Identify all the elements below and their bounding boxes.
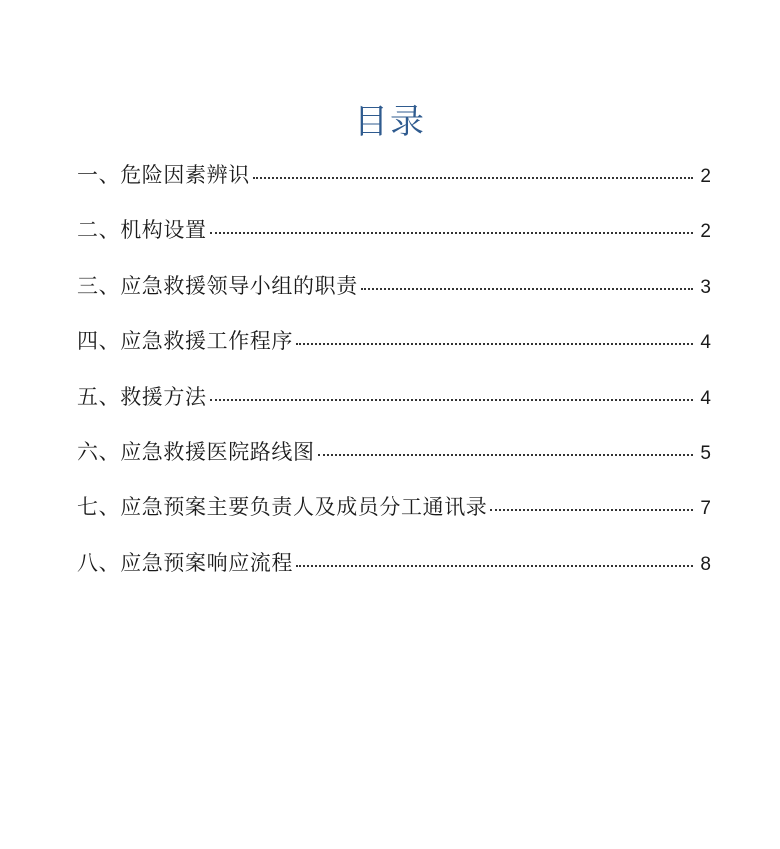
toc-entry-8[interactable] [77,545,711,600]
toc-dot-leader [296,565,693,567]
toc-entry-page-number: 8 [700,553,711,575]
toc-entry-2[interactable] [77,212,711,267]
toc-entry-page-number: 7 [700,498,711,520]
toc-entry-page-number: 4 [700,332,711,354]
toc-dot-leader [296,343,693,345]
toc-entry-label: 五、救援方法 [77,384,207,409]
table-of-contents [77,157,711,600]
toc-entry-page-number: 2 [700,221,711,243]
toc-entry-page-number: 3 [700,276,711,298]
toc-entry-6[interactable] [77,434,711,489]
toc-entry-5[interactable] [77,379,711,434]
toc-entry-1[interactable] [77,157,711,212]
toc-entry-page-number: 4 [700,387,711,409]
toc-dot-leader [361,288,693,290]
toc-dot-leader [253,177,693,179]
toc-dot-leader [318,454,693,456]
toc-dot-leader [490,509,693,511]
toc-entry-label: 六、应急救援医院路线图 [77,439,315,464]
toc-entry-label: 一、危险因素辨识 [77,163,250,187]
toc-entry-label: 三、应急救援领导小组的职责 [77,273,358,298]
toc-dot-leader [210,399,693,401]
toc-title: 目录 [354,102,426,142]
toc-entry-3[interactable] [77,268,711,323]
toc-entry-page-number: 2 [700,166,711,187]
toc-entry-7[interactable] [77,489,711,544]
toc-entry-label: 七、应急预案主要负责人及成员分工通讯录 [77,495,488,520]
toc-entry-label: 四、应急救援工作程序 [77,329,293,354]
toc-dot-leader [210,232,693,234]
toc-entry-label: 八、应急预案响应流程 [77,550,293,575]
toc-entry-page-number: 5 [700,442,711,464]
toc-entry-4[interactable] [77,323,711,378]
toc-entry-label: 二、机构设置 [77,218,207,243]
